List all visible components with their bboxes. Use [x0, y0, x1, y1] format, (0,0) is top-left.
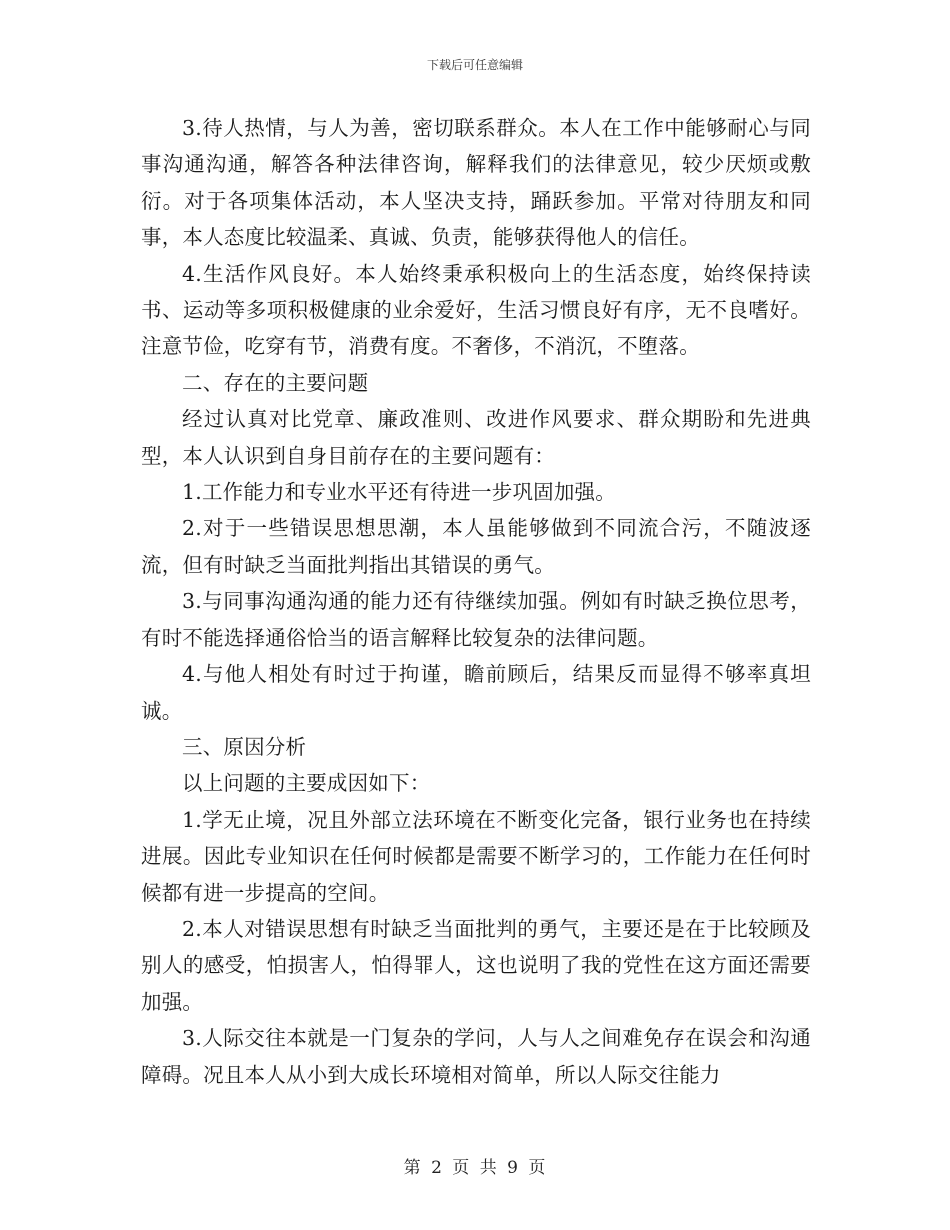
- paragraph-problem-3: 3.与同事沟通沟通的能力还有待继续加强。例如有时缺乏换位思考，有时不能选择通俗恰当的语言解释比较复杂的法律问题。: [141, 589, 811, 650]
- section-heading-causes: 三、原因分析: [182, 734, 307, 759]
- paragraph-conduct: 3.待人热情，与人为善，密切联系群众。本人在工作中能够耐心与同事沟通沟通，解答各种法律咨询，解释我们的法律意见，较少厌烦或敷衍。对于各项集体活动，本人坚决支持，踊跃参加。平常对待朋友和同事，本人态度比较温柔、真诚、负责，能够获得他人的信任。: [141, 116, 811, 250]
- paragraph-cause-3: 3.人际交往本就是一门复杂的学问，人与人之间难免存在误会和沟通障碍。况且本人从小到大成长环境相对简单，所以人际交往能力: [141, 1026, 811, 1087]
- paragraph-problem-1: 1.工作能力和专业水平还有待进一步巩固加强。: [182, 480, 616, 505]
- page-number-footer: 第 2 页 共 9 页: [403, 1158, 547, 1178]
- paragraph-lifestyle: 4.生活作风良好。本人始终秉承积极向上的生活态度，始终保持读书、运动等多项积极健康的业余爱好，生活习惯良好有序，无不良嗜好。注意节俭，吃穿有节，消费有度。不奢侈，不消沉，不堕落。: [141, 261, 811, 359]
- paragraph-cause-2: 2.本人对错误思想有时缺乏当面批判的勇气，主要还是在于比较顾及别人的感受，怕损害人，怕得罪人，这也说明了我的党性在这方面还需要加强。: [141, 916, 811, 1014]
- page-header: 下载后可任意编辑: [426, 58, 523, 72]
- paragraph-cause-1: 1.学无止境，况且外部立法环境在不断变化完备，银行业务也在持续进展。因此专业知识在任何时候都是需要不断学习的，工作能力在任何时候都有进一步提高的空间。: [141, 807, 811, 905]
- paragraph-problems-intro: 经过认真对比党章、廉政准则、改进作风要求、群众期盼和先进典型，本人认识到自身目前存在的主要问题有：: [141, 407, 811, 468]
- paragraph-problem-4: 4.与他人相处有时过于拘谨，瞻前顾后，结果反而显得不够率真坦诚。: [141, 662, 811, 723]
- document-body: [141, 110, 811, 1093]
- paragraph-causes-intro: 以上问题的主要成因如下：: [182, 771, 431, 796]
- section-heading-problems: 二、存在的主要问题: [182, 370, 369, 395]
- paragraph-problem-2: 2.对于一些错误思想思潮，本人虽能够做到不同流合污，不随波逐流，但有时缺乏当面批判指出其错误的勇气。: [141, 516, 811, 577]
